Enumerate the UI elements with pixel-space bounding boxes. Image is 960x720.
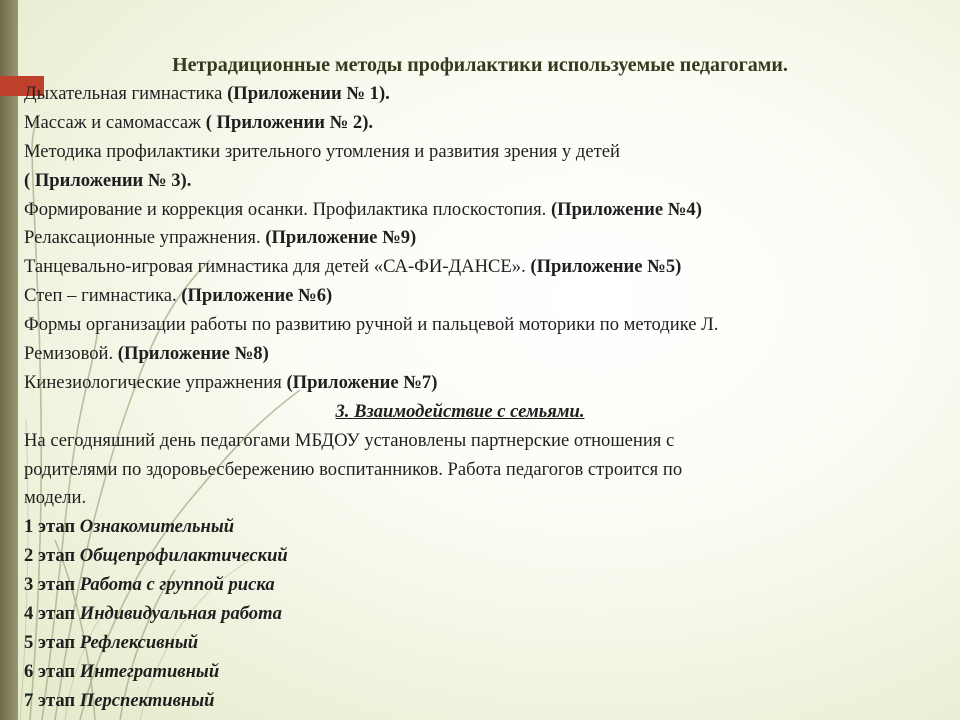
stage-label: 3 этап <box>24 574 80 596</box>
method-text: Кинезиологические упражнения <box>24 371 287 393</box>
method-reference: (Приложение №6) <box>181 285 333 307</box>
paragraph-line: На сегодняшний день педагогами МБДОУ установлены партнерские отношения с <box>24 429 675 451</box>
method-text: Методика профилактики зрительного утомления и развития зрения у детей <box>24 140 620 162</box>
stage-label: 2 этап <box>24 545 80 567</box>
method-reference: (Приложение №7) <box>286 371 438 393</box>
method-line <box>24 340 924 369</box>
method-line <box>24 167 924 196</box>
stage-item <box>24 600 924 629</box>
stage-name: Перспективный <box>79 689 215 711</box>
stage-name: Общепрофилактический <box>79 545 288 567</box>
method-text: Ремизовой. <box>24 343 118 365</box>
method-line <box>24 369 924 398</box>
method-text: Релаксационные упражнения. <box>24 227 266 249</box>
method-line <box>24 80 924 109</box>
paragraph-line: модели. <box>24 487 87 509</box>
stage-item <box>24 687 924 716</box>
method-line <box>24 311 924 340</box>
method-line <box>24 224 924 253</box>
stage-item <box>24 629 924 658</box>
stage-label: 7 этап <box>24 689 80 711</box>
stage-label: 1 этап <box>24 516 80 538</box>
method-reference: (Приложение №8) <box>117 343 269 365</box>
method-text: Формирование и коррекция осанки. Профилактика плоскостопия. <box>24 198 551 220</box>
stage-name: Интегративный <box>79 660 220 682</box>
stage-item <box>24 658 924 687</box>
stage-item <box>24 542 924 571</box>
stage-name: Работа с группой риска <box>79 574 275 596</box>
method-text: Массаж и самомассаж <box>24 111 206 133</box>
slide-body <box>24 80 924 716</box>
stage-name: Ознакомительный <box>79 516 235 538</box>
method-text: Дыхательная гимнастика <box>24 83 228 104</box>
stage-item <box>24 571 924 600</box>
method-line <box>24 109 924 138</box>
method-text: Формы организации работы по развитию ручной и пальцевой моторики по методике Л. <box>24 314 719 336</box>
method-reference: (Приложение №9) <box>265 227 417 249</box>
method-reference: (Приложение №4) <box>550 198 702 220</box>
stage-label: 5 этап <box>24 631 80 653</box>
stage-name: Рефлексивный <box>79 631 199 653</box>
slide-title: Нетрадиционные методы профилактики используемые педагогами. <box>172 54 788 76</box>
paragraph-line: родителями по здоровьесбережению воспитанников. Работа педагогов строится по <box>24 458 683 480</box>
stage-label: 4 этап <box>24 603 80 625</box>
method-line <box>24 196 924 225</box>
method-reference: (Приложении № 1). <box>227 83 390 104</box>
method-text: Танцевально-игровая гимнастика для детей «СА-ФИ-ДАНСЕ». <box>24 256 531 278</box>
method-line <box>24 282 924 311</box>
stage-label: 6 этап <box>24 660 80 682</box>
stage-item <box>24 513 924 542</box>
method-reference: ( Приложении № 2). <box>205 111 374 133</box>
method-reference: ( Приложении № 3). <box>24 169 192 191</box>
method-reference: (Приложение №5) <box>530 256 682 278</box>
stage-name: Индивидуальная работа <box>79 603 282 625</box>
section-heading: 3. Взаимодействие с семьями. <box>335 400 585 422</box>
method-line <box>24 253 924 282</box>
method-text: Степ – гимнастика. <box>24 285 182 307</box>
method-line <box>24 138 924 167</box>
